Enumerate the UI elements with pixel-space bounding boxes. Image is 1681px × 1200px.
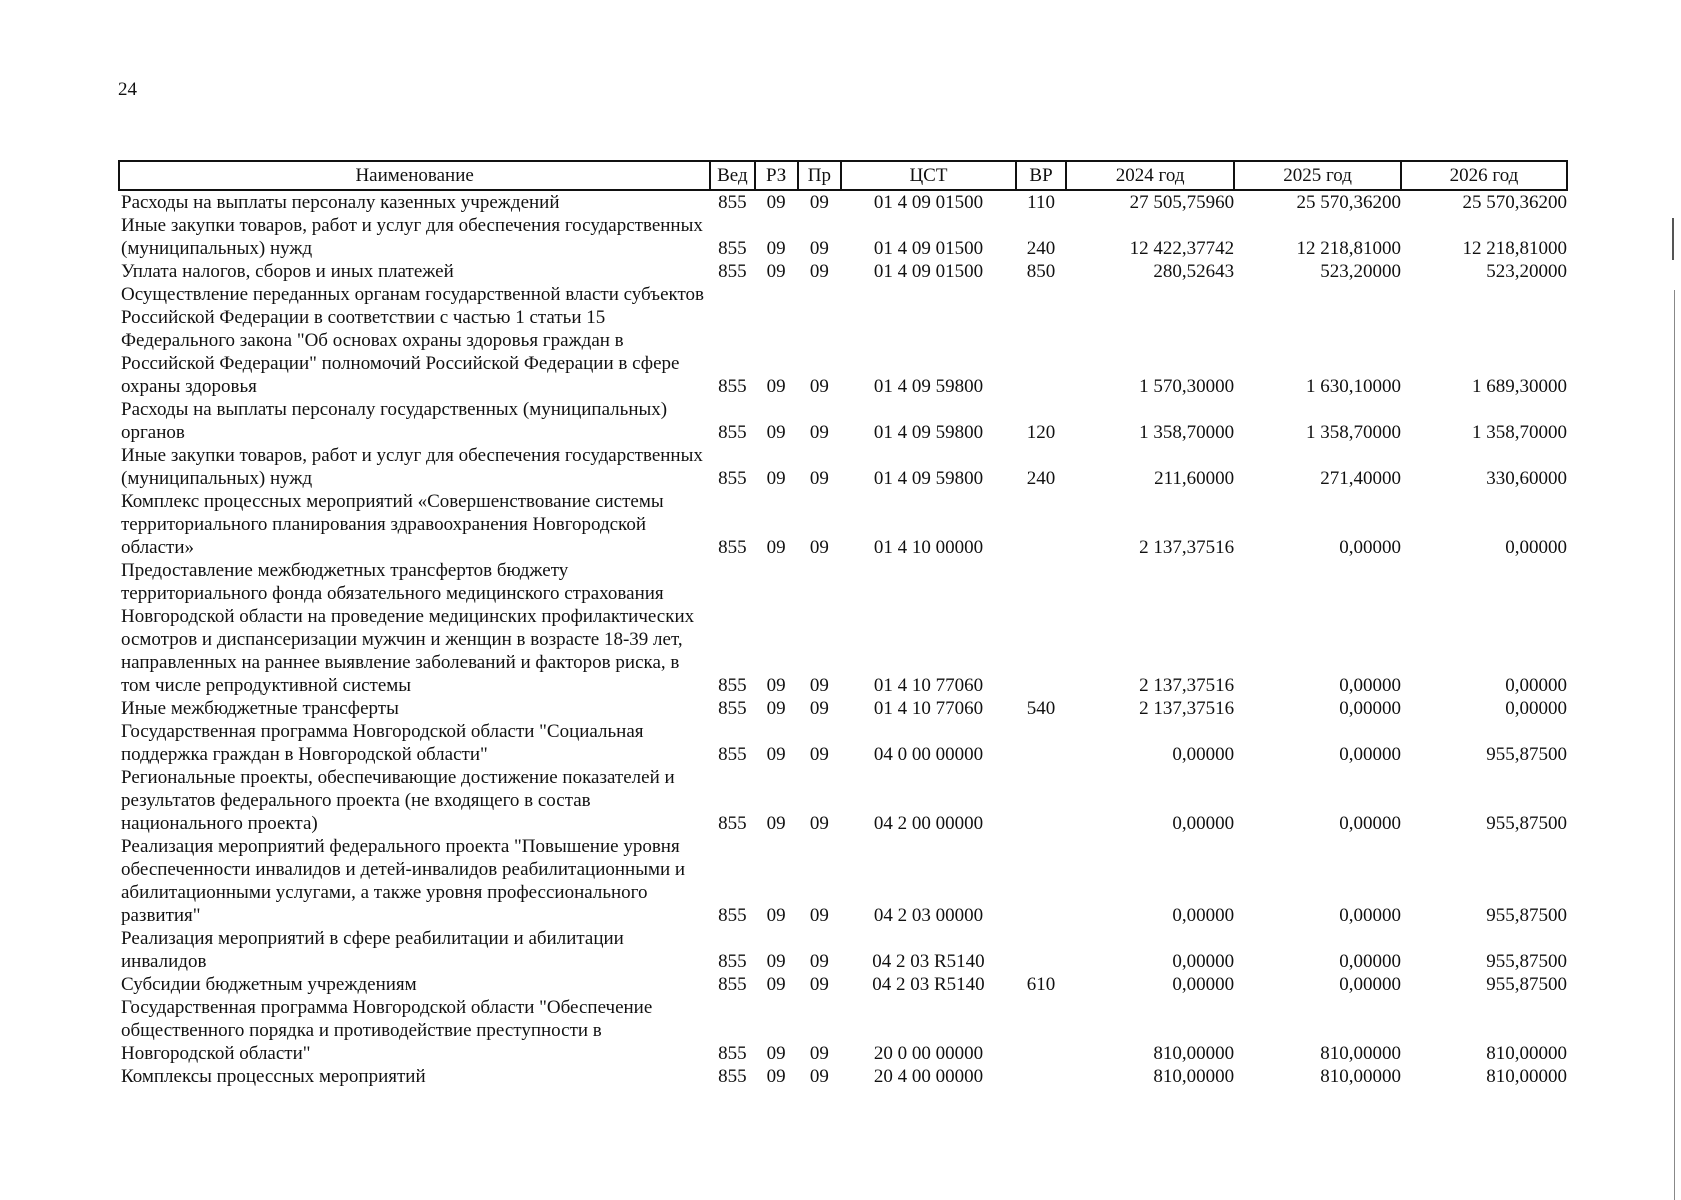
cell-2024: 27 505,75960: [1129, 192, 1235, 213]
cell-ved: 855: [718, 1043, 747, 1064]
cell-ved: 855: [718, 468, 747, 489]
table-row: [119, 1065, 1567, 1088]
cell-pr: 09: [809, 974, 829, 995]
cell-name: Иные закупки товаров, работ и услуг для обеспечения государственных (муниципальных) нужд: [121, 215, 703, 259]
cell-vr: [1016, 1065, 1066, 1088]
table-row: [119, 398, 1567, 444]
cell-name: Реализация мероприятий в сфере реабилитации и абилитации инвалидов: [121, 928, 624, 972]
header-2025: 2025 год: [1234, 161, 1401, 190]
cell-cst: 20 0 00 00000: [873, 1043, 984, 1064]
table-row: [119, 283, 1567, 398]
cell-2025: 0,00000: [1339, 905, 1402, 926]
cell-ved: 855: [718, 951, 747, 972]
cell-rz: 09: [766, 974, 786, 995]
cell-vr: 850: [1026, 261, 1056, 282]
cell-2026: 1 689,30000: [1472, 376, 1567, 397]
cell-2025: 0,00000: [1339, 813, 1402, 834]
cell-2025: 0,00000: [1339, 675, 1402, 696]
cell-2026: 0,00000: [1505, 698, 1567, 719]
cell-2026: 25 570,36200: [1462, 192, 1567, 213]
cell-2024: 1 570,30000: [1139, 376, 1235, 397]
cell-cst: 01 4 09 01500: [873, 192, 984, 213]
cell-ved: 855: [718, 261, 747, 282]
cell-2025: 271,40000: [1320, 468, 1402, 489]
cell-vr: 240: [1026, 468, 1056, 489]
cell-rz: 09: [766, 698, 786, 719]
cell-2026: 523,20000: [1486, 261, 1567, 282]
cell-rz: 09: [766, 1066, 786, 1087]
cell-rz: 09: [766, 238, 786, 259]
cell-2026: 955,87500: [1486, 905, 1567, 926]
cell-2024: 0,00000: [1172, 905, 1235, 926]
cell-2026: 330,60000: [1486, 468, 1567, 489]
cell-ved: 855: [718, 744, 747, 765]
cell-rz: 09: [766, 192, 786, 213]
cell-ved: 855: [718, 422, 747, 443]
cell-pr: 09: [809, 192, 829, 213]
cell-ved: 855: [718, 376, 747, 397]
table-row: [119, 490, 1567, 559]
header-cst: ЦСТ: [841, 161, 1016, 190]
cell-2026: 12 218,81000: [1462, 238, 1567, 259]
cell-2025: 0,00000: [1339, 698, 1402, 719]
cell-ved: 855: [718, 537, 747, 558]
cell-rz: 09: [766, 675, 786, 696]
cell-2024: 280,52643: [1153, 261, 1235, 282]
cell-ved: 855: [718, 1066, 747, 1087]
cell-vr: 610: [1026, 974, 1056, 995]
cell-2024: 0,00000: [1172, 744, 1235, 765]
table-header-row: [119, 161, 1567, 190]
cell-2025: 12 218,81000: [1296, 238, 1402, 259]
cell-2025: 1 630,10000: [1306, 376, 1402, 397]
cell-vr: [1016, 490, 1066, 559]
table-row: [119, 996, 1567, 1065]
cell-name: Государственная программа Новгородской области "Обеспечение общественного порядка и противодействие преступности в Новгородской области": [121, 997, 653, 1064]
cell-rz: 09: [766, 422, 786, 443]
cell-2025: 810,00000: [1320, 1066, 1402, 1087]
cell-2025: 0,00000: [1339, 744, 1402, 765]
cell-2025: 1 358,70000: [1306, 422, 1402, 443]
cell-vr: [1016, 835, 1066, 927]
cell-cst: 01 4 09 59800: [873, 468, 984, 489]
cell-cst: 01 4 10 77060: [873, 698, 984, 719]
cell-cst: 01 4 09 59800: [873, 376, 984, 397]
cell-name: Реализация мероприятий федерального проекта "Повышение уровня обеспеченности инвалидов и детей-инвалидов реабилитационными и абилитационными услугами, а также уровня профессионального развития": [121, 836, 686, 926]
cell-ved: 855: [718, 905, 747, 926]
cell-name: Субсидии бюджетным учреждениям: [121, 974, 417, 995]
header-2024: 2024 год: [1066, 161, 1234, 190]
cell-2024: 12 422,37742: [1129, 238, 1235, 259]
cell-pr: 09: [809, 744, 829, 765]
header-name: Наименование: [119, 161, 710, 190]
cell-pr: 09: [809, 537, 829, 558]
cell-2026: 1 358,70000: [1472, 422, 1567, 443]
cell-2026: 955,87500: [1486, 744, 1567, 765]
cell-2025: 810,00000: [1320, 1043, 1402, 1064]
cell-vr: 540: [1026, 698, 1056, 719]
cell-2024: 0,00000: [1172, 813, 1235, 834]
cell-rz: 09: [766, 905, 786, 926]
cell-name: Региональные проекты, обеспечивающие достижение показателей и результатов федерального проекта (не входящего в состав национального проекта): [121, 767, 675, 834]
scan-edge-mark: [1672, 218, 1674, 260]
cell-2026: 955,87500: [1486, 951, 1567, 972]
cell-2024: 810,00000: [1153, 1043, 1235, 1064]
table-row: [119, 766, 1567, 835]
cell-pr: 09: [809, 951, 829, 972]
cell-cst: 04 2 00 00000: [873, 813, 984, 834]
cell-2024: 1 358,70000: [1139, 422, 1235, 443]
cell-2024: 810,00000: [1153, 1066, 1235, 1087]
cell-rz: 09: [766, 261, 786, 282]
cell-rz: 09: [766, 951, 786, 972]
cell-pr: 09: [809, 376, 829, 397]
cell-cst: 04 0 00 00000: [873, 744, 984, 765]
table-row: [119, 444, 1567, 490]
cell-pr: 09: [809, 238, 829, 259]
scan-edge-line: [1674, 290, 1675, 1200]
table-row: [119, 927, 1567, 973]
cell-vr: [1016, 996, 1066, 1065]
cell-2025: 0,00000: [1339, 537, 1402, 558]
cell-name: Предоставление межбюджетных трансфертов бюджету территориального фонда обязательного медицинского страхования Новгородской области на проведение медицинских профилактических осмотров и диспансеризации мужчин и женщин в возрасте 18-39 лет, направленных на раннее выявление заболеваний и факторов риска, в том числе репродуктивной системы: [121, 560, 695, 696]
cell-vr: [1016, 720, 1066, 766]
cell-2025: 0,00000: [1339, 974, 1402, 995]
header-rz: РЗ: [755, 161, 798, 190]
table-row: [119, 973, 1567, 996]
cell-cst: 01 4 09 01500: [873, 261, 984, 282]
cell-2025: 25 570,36200: [1296, 192, 1402, 213]
cell-2025: 0,00000: [1339, 951, 1402, 972]
cell-pr: 09: [809, 698, 829, 719]
cell-name: Иные закупки товаров, работ и услуг для обеспечения государственных (муниципальных) нужд: [121, 445, 703, 489]
cell-vr: [1016, 927, 1066, 973]
cell-ved: 855: [718, 192, 747, 213]
cell-name: Расходы на выплаты персоналу казенных учреждений: [121, 192, 560, 213]
cell-vr: 110: [1027, 192, 1055, 213]
page-number: 24: [118, 79, 137, 100]
cell-pr: 09: [809, 422, 829, 443]
cell-pr: 09: [809, 1066, 829, 1087]
cell-name: Государственная программа Новгородской области "Социальная поддержка граждан в Новгородской области": [121, 721, 644, 765]
cell-name: Иные межбюджетные трансферты: [121, 698, 399, 719]
cell-cst: 01 4 09 01500: [873, 238, 984, 259]
cell-rz: 09: [766, 1043, 786, 1064]
cell-vr: [1016, 283, 1066, 398]
cell-2026: 955,87500: [1486, 974, 1567, 995]
cell-rz: 09: [766, 376, 786, 397]
cell-2026: 810,00000: [1486, 1066, 1567, 1087]
cell-pr: 09: [809, 675, 829, 696]
table-row: [119, 697, 1567, 720]
table-row: [119, 214, 1567, 260]
cell-ved: 855: [718, 974, 747, 995]
cell-rz: 09: [766, 813, 786, 834]
cell-2026: 810,00000: [1486, 1043, 1567, 1064]
cell-vr: [1016, 559, 1066, 697]
cell-name: Уплата налогов, сборов и иных платежей: [121, 261, 454, 282]
header-2026: 2026 год: [1401, 161, 1567, 190]
table-row: [119, 559, 1567, 697]
cell-2025: 523,20000: [1320, 261, 1402, 282]
cell-cst: 04 2 03 R5140: [872, 974, 985, 995]
cell-pr: 09: [809, 813, 829, 834]
cell-2024: 211,60000: [1154, 468, 1235, 489]
cell-2026: 0,00000: [1505, 537, 1567, 558]
cell-vr: 240: [1026, 238, 1056, 259]
cell-name: Расходы на выплаты персоналу государственных (муниципальных) органов: [121, 399, 668, 443]
table-row: [119, 260, 1567, 283]
cell-cst: 01 4 09 59800: [873, 422, 984, 443]
cell-cst: 01 4 10 77060: [873, 675, 984, 696]
cell-ved: 855: [718, 813, 747, 834]
cell-rz: 09: [766, 744, 786, 765]
cell-cst: 20 4 00 00000: [873, 1066, 984, 1087]
cell-name: Комплекс процессных мероприятий «Совершенствование системы территориального планирования здравоохранения Новгородской области»: [121, 491, 664, 558]
cell-cst: 04 2 03 00000: [873, 905, 984, 926]
cell-pr: 09: [809, 261, 829, 282]
header-pr: Пр: [798, 161, 841, 190]
cell-cst: 01 4 10 00000: [873, 537, 984, 558]
cell-ved: 855: [718, 698, 747, 719]
table-row: [119, 720, 1567, 766]
cell-2024: 0,00000: [1172, 951, 1235, 972]
table-row: [119, 190, 1567, 214]
cell-ved: 855: [718, 238, 747, 259]
cell-name: Комплексы процессных мероприятий: [121, 1066, 426, 1087]
cell-2026: 0,00000: [1505, 675, 1567, 696]
cell-2024: 2 137,37516: [1139, 698, 1235, 719]
header-vr: ВР: [1016, 161, 1066, 190]
cell-rz: 09: [766, 537, 786, 558]
cell-pr: 09: [809, 468, 829, 489]
cell-vr: 120: [1026, 422, 1056, 443]
cell-rz: 09: [766, 468, 786, 489]
cell-2026: 955,87500: [1486, 813, 1567, 834]
table-row: [119, 835, 1567, 927]
cell-2024: 2 137,37516: [1139, 675, 1235, 696]
cell-pr: 09: [809, 1043, 829, 1064]
cell-cst: 04 2 03 R5140: [872, 951, 985, 972]
cell-pr: 09: [809, 905, 829, 926]
cell-2024: 2 137,37516: [1139, 537, 1235, 558]
cell-ved: 855: [718, 675, 747, 696]
budget-table: [118, 160, 1568, 1088]
cell-vr: [1016, 766, 1066, 835]
cell-2024: 0,00000: [1172, 974, 1235, 995]
header-ved: Вед: [710, 161, 754, 190]
cell-name: Осуществление переданных органам государственной власти субъектов Российской Федерации в соответствии с частью 1 статьи 15 Федерального закона "Об основах охраны здоровья граждан в Российской Федерации" полномочий Российской Федерации в сфере охраны здоровья: [121, 284, 705, 397]
